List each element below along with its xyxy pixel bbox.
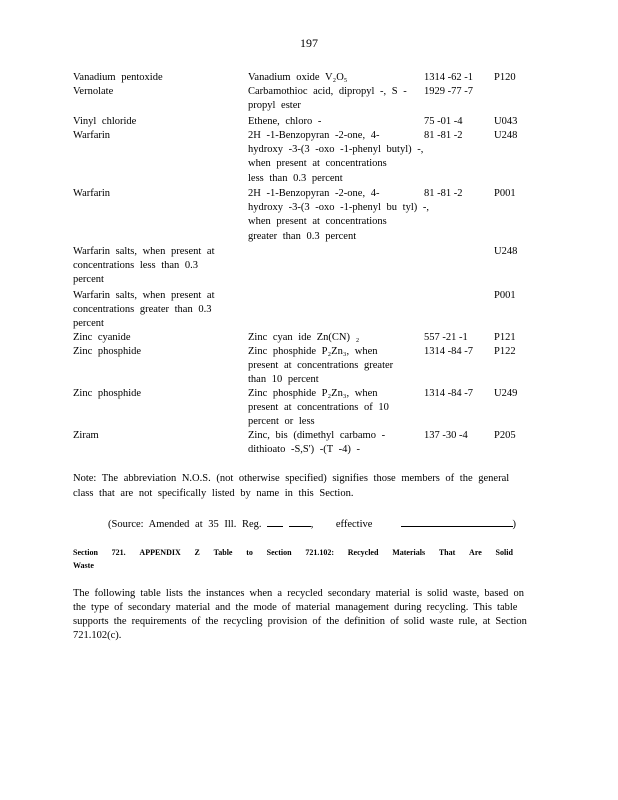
chemical-name-line: 2H -1-Benzopyran -2-one, 4- (248, 130, 380, 141)
chemical-name-line: Vanadium oxide V₂O₅ (248, 72, 348, 83)
substance-line: percent (73, 318, 104, 330)
waste-code-cell: U043 (494, 116, 518, 127)
chemical-name-cell (248, 387, 420, 430)
chemical-name-line: 2H -1-Benzopyran -2-one, 4- (248, 188, 380, 199)
heading-word: Table (213, 548, 233, 557)
body-paragraph: The following table lists the instances when a recycled secondary material is solid waste, based on the type of secondary material and the mode of material management during recycling. This table supports the requirements of the recycling provision of the definition of solid waste rule, at Section 721.102(c). (73, 588, 527, 641)
heading-word: to (246, 548, 253, 557)
chemical-name-cell (248, 115, 420, 129)
chemical-name-line: present at concentrations of 10 (248, 402, 389, 414)
substance-line: Warfarin (73, 188, 111, 199)
source-effective: effective (335, 519, 373, 530)
heading-line-1 (73, 546, 513, 559)
blank-line (401, 516, 513, 527)
heading-word: Recycled (347, 548, 379, 557)
chemical-name-line: Zinc phosphide P₂Zn₃, when (248, 346, 378, 357)
heading-word: Section (266, 548, 292, 557)
substance-line: Warfarin (73, 130, 111, 141)
chemical-name-line: Carbamothioc acid, dipropyl -, S - (248, 86, 407, 97)
chemical-name-line: when present at concentrations (248, 216, 387, 228)
chemical-name-line: Zinc phosphide P₂Zn₃, when (248, 388, 378, 399)
substance-cell (73, 345, 235, 359)
substance-cell (73, 387, 235, 401)
cas-number-cell: 1314 -62 -1 (424, 72, 473, 83)
cas-number-cell: 75 -01 -4 (424, 116, 463, 127)
heading-word: That (438, 548, 456, 557)
chemical-name-line: less than 0.3 percent (248, 172, 343, 184)
substance-line: Ziram (73, 430, 99, 441)
waste-code-cell: P001 (494, 188, 516, 199)
note-paragraph: Note: The abbreviation N.O.S. (not otherwise specified) signifies those members of the general class that are not specifically listed by name in this Section. (73, 473, 510, 499)
waste-code-cell: P205 (494, 430, 516, 441)
section-heading (73, 546, 533, 572)
chemical-name-cell (248, 71, 420, 85)
cas-number-cell: 1929 -77 -7 (424, 86, 473, 97)
substance-cell (73, 289, 235, 332)
chemical-name-cell (248, 331, 420, 345)
substance-cell (73, 245, 235, 288)
blank-line (267, 516, 283, 527)
substance-line: Vanadium pentoxide (73, 72, 163, 83)
source-prefix: (Source: Amended at 35 Ill. Reg. (108, 519, 262, 530)
heading-word: Materials (392, 548, 426, 557)
waste-code-cell: P121 (494, 332, 516, 343)
substance-line: Vinyl chloride (73, 116, 137, 127)
cas-number-cell: 137 -30 -4 (424, 430, 468, 441)
chemical-name-cell (248, 429, 420, 457)
chemical-name-cell (248, 187, 430, 244)
substance-cell (73, 429, 235, 443)
chemical-name-line: propyl ester (248, 100, 301, 112)
chemical-name-cell (248, 129, 424, 186)
chemical-name-line: Ethene, chloro - (248, 116, 322, 127)
substance-cell (73, 129, 235, 143)
heading-word: 721.102: (305, 548, 334, 557)
heading-word: APPENDIX (139, 548, 181, 557)
substance-cell (73, 71, 235, 85)
substance-cell (73, 115, 235, 129)
heading-word: Are (469, 548, 482, 557)
substance-line: Vernolate (73, 86, 114, 97)
substance-cell (73, 331, 235, 345)
heading-word: 721. (111, 548, 126, 557)
waste-code-cell: P120 (494, 72, 516, 83)
chemical-name-cell (248, 345, 420, 388)
waste-code-cell: U248 (494, 130, 518, 141)
substance-line: Zinc phosphide (73, 346, 142, 357)
substance-cell (73, 187, 235, 201)
substance-cell (73, 85, 235, 99)
substance-line: Zinc cyanide (73, 332, 131, 343)
heading-word: Section (73, 548, 98, 557)
substance-line: concentrations greater than 0.3 (73, 304, 212, 316)
chemical-name-line: greater than 0.3 percent (248, 230, 357, 242)
waste-code-cell: U248 (494, 246, 518, 257)
chemical-name-cell (248, 85, 420, 113)
heading-line-2: Waste (73, 561, 94, 570)
cas-number-cell: 1314 -84 -7 (424, 388, 473, 399)
heading-word: Solid (495, 548, 513, 557)
substance-line: Zinc phosphide (73, 388, 142, 399)
chemical-name-line: dithioato -S,S') -(T -4) - (248, 444, 360, 456)
chemical-name-line: when present at concentrations (248, 158, 387, 170)
cas-number-cell: 1314 -84 -7 (424, 346, 473, 357)
chemical-name-line: hydroxy -3-(3 -oxo -1-phenyl bu tyl) -, (248, 202, 430, 214)
waste-code-cell: P122 (494, 346, 516, 357)
cas-number-cell: 557 -21 -1 (424, 332, 468, 343)
chemical-name-line: Zinc cyan ide Zn(CN) ₂ (248, 332, 360, 343)
chemical-name-line: hydroxy -3-(3 -oxo -1-phenyl butyl) -, (248, 144, 424, 156)
chemical-name-line: than 10 percent (248, 374, 319, 386)
substance-line: Warfarin salts, when present at (73, 246, 215, 257)
source-note (108, 516, 516, 530)
cas-number-cell: 81 -81 -2 (424, 188, 463, 199)
cas-number-cell: 81 -81 -2 (424, 130, 463, 141)
waste-code-cell: U249 (494, 388, 518, 399)
page-number: 197 (300, 36, 318, 50)
heading-word: Z (194, 548, 200, 557)
source-close: ) (512, 519, 517, 530)
waste-code-cell: P001 (494, 290, 516, 301)
substance-line: percent (73, 274, 104, 286)
chemical-name-line: Zinc, bis (dimethyl carbamo - (248, 430, 386, 441)
chemical-name-line: present at concentrations greater (248, 360, 394, 372)
chemical-name-line: percent or less (248, 416, 315, 428)
substance-line: concentrations less than 0.3 (73, 260, 199, 272)
substance-line: Warfarin salts, when present at (73, 290, 215, 301)
source-comma: , (310, 519, 314, 530)
blank-line (289, 516, 311, 527)
